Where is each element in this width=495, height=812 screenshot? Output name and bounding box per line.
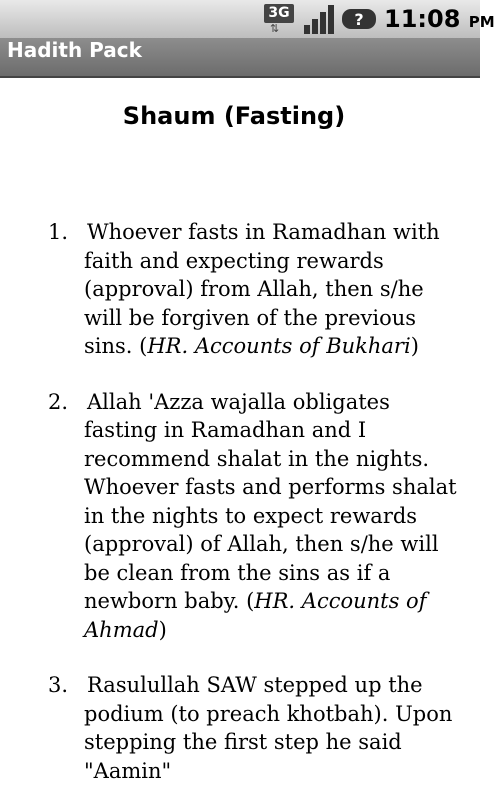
hadith-item (0, 671, 480, 785)
data-activity-arrows-icon: ⇅ (270, 22, 278, 35)
app-title-bar (0, 38, 480, 78)
notification-question-icon (341, 8, 377, 30)
hadith-list (0, 218, 480, 812)
hadith-item (0, 388, 480, 645)
clock-time: 11:08 (384, 5, 461, 33)
hadith-number: 2. (48, 389, 69, 414)
status-bar (0, 0, 495, 38)
hadith-text: Allah 'Azza wajalla obligates fasting in Ramadhan and I recommend shalat in the nights. Whoever fasts and performs shalat in the nights to expect rewards (approval) of Allah, then s/he will be clean from the sins as if a newborn baby. (84, 389, 457, 613)
page-title: Shaum (Fasting) (122, 102, 346, 130)
clock (384, 5, 495, 35)
content-area[interactable] (0, 78, 480, 800)
network-type-label: 3G (264, 4, 294, 23)
3g-data-icon (264, 4, 296, 34)
hadith-source: HR. Accounts of Bukhari (147, 334, 411, 358)
hadith-text: Whoever fasts in Ramadhan with faith and expecting rewards (approval) from Allah, then s/he will be forgiven of the previous sins. (84, 220, 440, 358)
signal-strength-icon (302, 3, 336, 35)
hadith-text-block: Allah 'Azza wajalla obligates fasting in Ramadhan and I recommend shalat in the nights. Whoever fasts and performs shalat in the nights to expect rewards (approval) of Allah, then s/he will be clean from the sins as if a newborn baby. (HR. Accounts of Ahmad) (84, 389, 457, 642)
clock-ampm: PM (468, 13, 495, 31)
hadith-number: 3. (48, 673, 69, 697)
hadith-text-block (84, 671, 458, 785)
svg-text:?: ? (354, 10, 364, 29)
hadith-text-block: Whoever fasts in Ramadhan with faith and expecting rewards (approval) from Allah, then s/he will be forgiven of the previous sins. (HR. Accounts of Bukhari) (84, 220, 440, 358)
hadith-number: 1. (48, 220, 69, 244)
app-title: Hadith Pack (7, 38, 142, 62)
hadith-text: Rasulullah SAW stepped up the podium (to preach khotbah). Upon stepping the first step he said "Aamin" (84, 673, 453, 783)
hadith-source: HR. Accounts of Ahmad (84, 589, 427, 642)
hadith-item (0, 218, 480, 361)
